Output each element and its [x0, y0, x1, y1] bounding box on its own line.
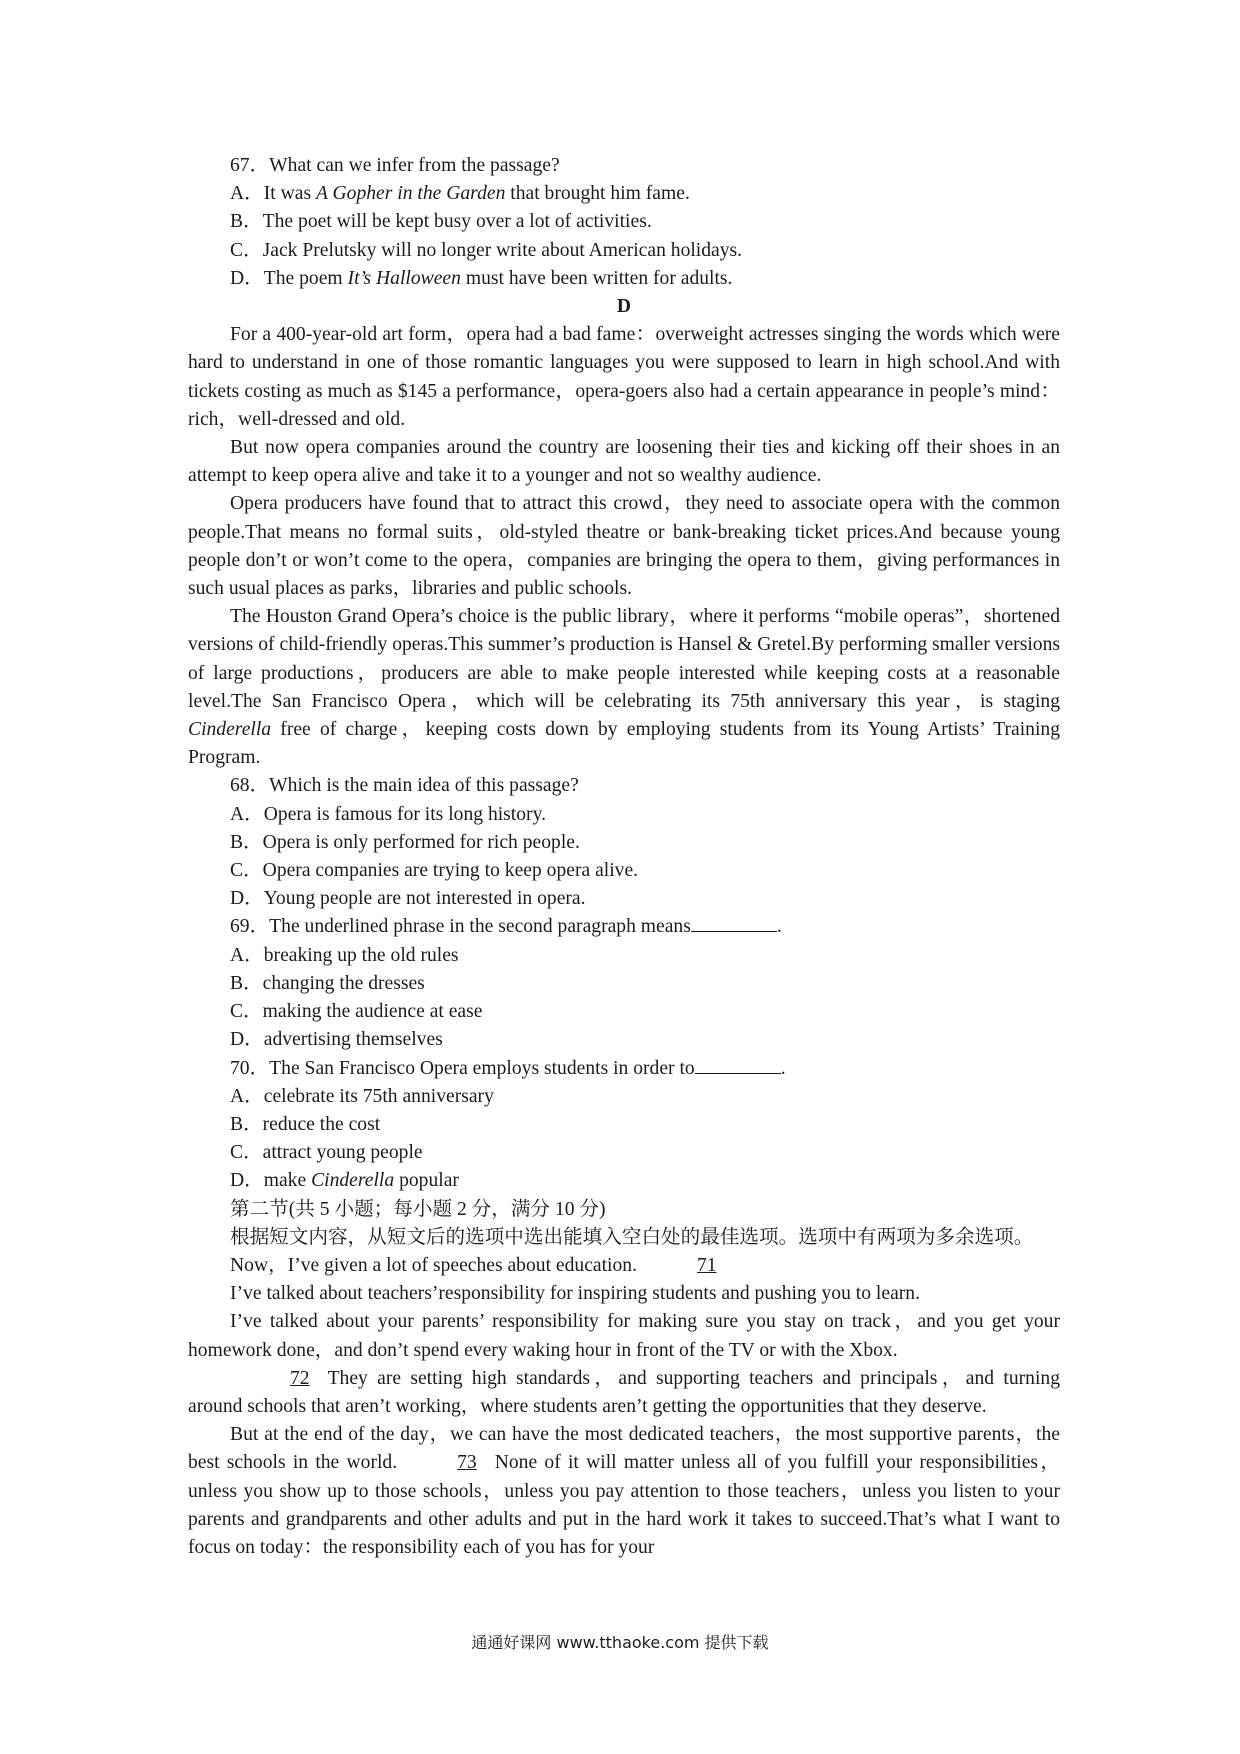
question-69-stem: 69．The underlined phrase in the second paragraph means .: [188, 913, 1060, 941]
passage-paragraph-2: But now opera companies around the country are loosening their ties and kicking off their shoes in an attempt to keep opera alive and take it to a younger and not so wealthy audience.: [188, 437, 1060, 487]
cloze-sentence-4: 72 They are setting high standards，and supporting teachers and principals，and turning around schools that aren’t working，where students aren’t getting the opportunities that they deserve.: [188, 1365, 1060, 1421]
blank-73: 73: [457, 1452, 477, 1474]
passage-paragraph-4: The Houston Grand Opera’s choice is the public library，where it performs “mobile operas”，shortened versions of child-friendly operas.This summer’s production is Hansel & Gretel.By performing smaller versions of large productions，producers are able to make people interested while keeping costs at a reasonable level.The San Francisco Opera，which will be celebrating its 75th anniversary this year，is staging Cinderella free of charge，keeping costs down by employing students from its Young Artists’ Training Program.: [188, 606, 1060, 769]
answer-blank: [691, 913, 777, 932]
question-69-option-d: D．advertising themselves: [230, 1029, 443, 1051]
answer-blank: [695, 1055, 781, 1074]
cloze-sentence-1: Now，I’ve given a lot of speeches about education. 71: [188, 1252, 1060, 1280]
cloze-sentence-5: But at the end of the day，we can have the most dedicated teachers，the most supportive parents，the best schools in the world. 73 None of it will matter unless all of you fulfill your responsibilities，unless you show up to those schools，unless you pay attention to those teachers，unless you listen to your parents and grandparents and other adults and put in the hard work it takes to succeed.That’s what I want to focus on today：the responsibility each of you has for your: [188, 1424, 1060, 1558]
page-footer: 通通好课网 www.tthaoke.com 提供下载: [471, 1633, 769, 1652]
question-67-option-d: D．The poem It’s Halloween must have been written for adults.: [230, 267, 733, 289]
question-68-option-a: A．Opera is famous for its long history.: [230, 803, 546, 825]
question-68-option-b: B．Opera is only performed for rich people.: [230, 831, 580, 853]
section-2-instruction: 根据短文内容，从短文后的选项中选出能填入空白处的最佳选项。选项中有两项为多余选项。: [230, 1226, 1034, 1248]
blank-72: 72: [290, 1367, 310, 1389]
question-70-option-a: A．celebrate its 75th anniversary: [230, 1085, 494, 1107]
question-67-stem: 67．What can we infer from the passage?: [230, 155, 560, 176]
question-68-option-c: C．Opera companies are trying to keep opera alive.: [230, 860, 639, 882]
question-67-option-a: A．It was A Gopher in the Garden that brought him fame.: [230, 183, 690, 205]
question-69-option-b: B．changing the dresses: [230, 972, 425, 994]
document-page: [188, 152, 1060, 1562]
question-70-option-c: C．attract young people: [230, 1142, 423, 1164]
question-68-option-d: D．Young people are not interested in opera.: [230, 888, 586, 910]
question-70-option-d: D．make Cinderella popular: [230, 1170, 459, 1192]
blank-71: 71: [696, 1254, 717, 1276]
question-67-option-b: B．The poet will be kept busy over a lot of activities.: [230, 211, 652, 233]
cloze-sentence-2: I’ve talked about teachers’responsibility for inspiring students and pushing you to learn.: [230, 1283, 920, 1305]
passage-paragraph-1: For a 400-year-old art form，opera had a bad fame：overweight actresses singing the words which were hard to understand in one of those romantic languages you were supposed to learn in high school.And with tickets costing as much as $145 a performance，opera-goers also had a certain appearance in people’s mind：rich，well-dressed and old.: [188, 324, 1060, 430]
question-67-option-c: C．Jack Prelutsky will no longer write about American holidays.: [230, 239, 743, 261]
question-70-option-b: B．reduce the cost: [230, 1113, 381, 1135]
cloze-sentence-3: I’ve talked about your parents’ responsibility for making sure you stay on track，and you get your homework done，and don’t spend every waking hour in front of the TV or with the Xbox.: [188, 1311, 1060, 1361]
section-2-heading: 第二节(共 5 小题；每小题 2 分，满分 10 分): [230, 1198, 606, 1220]
question-69-option-a: A．breaking up the old rules: [230, 944, 459, 966]
section-d-heading: D: [616, 296, 632, 318]
question-68-stem: 68．Which is the main idea of this passage?: [230, 775, 579, 797]
question-69-option-c: C．making the audience at ease: [230, 1001, 483, 1023]
question-70-stem: 70．The San Francisco Opera employs students in order to .: [188, 1055, 1060, 1083]
passage-paragraph-3: Opera producers have found that to attract this crowd，they need to associate opera with the common people.That means no formal suits，old-styled theatre or bank-breaking ticket prices.And because young people don’t or won’t come to the opera，companies are bringing the opera to them，giving performances in such usual places as parks，libraries and public schools.: [188, 493, 1060, 600]
